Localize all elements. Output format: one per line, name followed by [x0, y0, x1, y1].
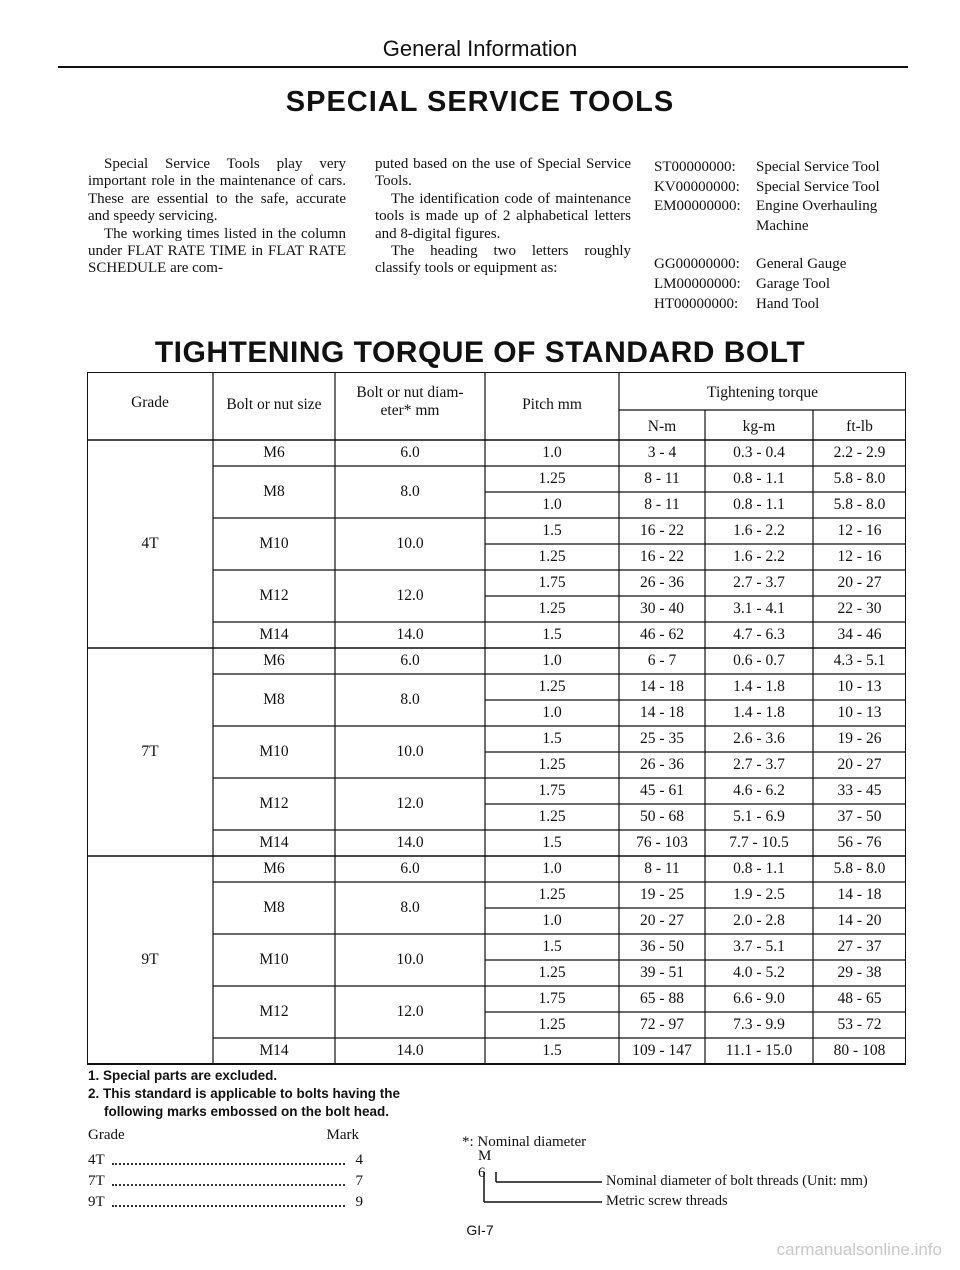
torque-ftlb-cell: 29 - 38 — [837, 964, 882, 981]
diameter-cell: 10.0 — [396, 951, 424, 968]
grade-mark-row — [88, 1150, 363, 1171]
torque-ftlb-cell: 37 - 50 — [837, 808, 882, 825]
header-grade: Grade — [131, 394, 169, 411]
torque-ftlb-cell: 5.8 - 8.0 — [833, 496, 886, 513]
pitch-cell: 1.75 — [538, 782, 566, 799]
torque-ftlb-cell: 2.2 - 2.9 — [833, 444, 886, 461]
header-diameter-line: Bolt or nut diam- — [356, 384, 464, 401]
intro-column-1 — [88, 156, 346, 278]
bolt-size-cell: M12 — [259, 1003, 289, 1020]
torque-kgm-cell: 7.7 - 10.5 — [729, 834, 789, 851]
intro-paragraph: Special Service Tools play very important role in the maintenance of cars. These are essential to the safe, accurate and speedy servicing. — [88, 156, 346, 225]
torque-kgm-cell: 2.0 - 2.8 — [733, 912, 785, 929]
grade-cell: 7T — [141, 743, 159, 760]
torque-nm-cell: 26 - 36 — [640, 574, 684, 591]
pitch-cell: 1.25 — [538, 1016, 566, 1033]
torque-nm-cell: 16 - 22 — [640, 548, 684, 565]
torque-nm-cell: 76 - 103 — [636, 834, 688, 851]
diameter-cell: 12.0 — [396, 1003, 424, 1020]
tool-code: KV00000000: — [654, 178, 740, 195]
torque-ftlb-cell: 20 - 27 — [837, 756, 882, 773]
pitch-cell: 1.0 — [542, 496, 562, 513]
torque-kgm-cell: 6.6 - 9.0 — [733, 990, 785, 1007]
page-number: GI-7 — [466, 1222, 494, 1238]
header-bolt-size: Bolt or nut size — [226, 396, 322, 413]
pitch-cell: 1.0 — [542, 860, 562, 877]
intro-paragraph: The heading two letters roughly classify tools or equipment as: — [375, 243, 631, 277]
bolt-size-cell: M8 — [263, 691, 285, 708]
section-header: General Information — [382, 36, 578, 61]
torque-ftlb-cell: 48 - 65 — [837, 990, 882, 1007]
torque-ftlb-cell: 27 - 37 — [837, 938, 882, 955]
mark-value: 7 — [355, 1173, 363, 1189]
torque-nm-cell: 8 - 11 — [644, 470, 680, 487]
torque-kgm-cell: 0.8 - 1.1 — [733, 496, 785, 513]
pitch-cell: 1.25 — [538, 964, 566, 981]
tool-code-desc: Engine Overhauling Machine — [756, 198, 878, 234]
pitch-cell: 1.75 — [538, 574, 566, 591]
table-notes — [88, 1067, 400, 1121]
nominal-diameter-note: *: Nominal diameter — [462, 1134, 587, 1150]
diameter-cell: 6.0 — [400, 652, 420, 669]
header-nm: N-m — [647, 418, 677, 435]
torque-ftlb-cell: 33 - 45 — [837, 782, 882, 799]
intro-paragraph: The working times listed in the column under FLAT RATE TIME in FLAT RATE SCHEDULE are com- — [88, 225, 346, 277]
torque-table-title: TIGHTENING TORQUE OF STANDARD BOLT — [154, 336, 806, 369]
torque-nm-cell: 65 - 88 — [640, 990, 684, 1007]
diameter-cell: 6.0 — [400, 860, 420, 877]
torque-nm-cell: 8 - 11 — [644, 860, 680, 877]
tool-code-list — [654, 158, 916, 314]
torque-kgm-cell: 2.7 - 3.7 — [733, 756, 785, 773]
tool-code-row — [654, 275, 916, 295]
bolt-size-cell: M14 — [259, 834, 289, 851]
bolt-size-cell: M14 — [259, 626, 289, 643]
torque-kgm-cell: 3.7 - 5.1 — [733, 938, 785, 955]
diameter-cell: 12.0 — [396, 587, 424, 604]
grade-mark-row — [88, 1171, 363, 1192]
pitch-cell: 1.0 — [542, 704, 562, 721]
torque-nm-cell: 25 - 35 — [640, 730, 684, 747]
designation-label-diameter: Nominal diameter of bolt threads (Unit: mm) — [606, 1173, 868, 1189]
header-diameter — [335, 384, 485, 420]
header-kgm: kg-m — [742, 418, 776, 435]
torque-kgm-cell: 11.1 - 15.0 — [725, 1042, 793, 1059]
tool-code: HT00000000: — [654, 295, 739, 312]
header-diameter-line: eter* mm — [380, 402, 440, 419]
tool-code-row — [654, 158, 916, 178]
torque-nm-cell: 16 - 22 — [640, 522, 684, 539]
torque-kgm-cell: 4.7 - 6.3 — [733, 626, 785, 643]
intro-paragraph: puted based on the use of Special Service Tools. — [375, 156, 631, 190]
mark-value: 4 — [355, 1152, 363, 1168]
torque-nm-cell: 6 - 7 — [647, 652, 677, 669]
torque-kgm-cell: 2.6 - 3.6 — [733, 730, 785, 747]
tool-code: EM00000000: — [654, 198, 741, 215]
intro-column-2 — [375, 156, 631, 278]
torque-ftlb-cell: 10 - 13 — [837, 678, 882, 695]
pitch-cell: 1.75 — [538, 990, 566, 1007]
bolt-size-cell: M6 — [263, 652, 285, 669]
pitch-cell: 1.5 — [542, 626, 562, 643]
watermark: carmanualsonline.info — [776, 1240, 942, 1259]
diameter-cell: 8.0 — [400, 691, 420, 708]
tool-code: LM00000000: — [654, 275, 741, 292]
tool-code-desc: Garage Tool — [756, 275, 831, 292]
pitch-cell: 1.0 — [542, 652, 562, 669]
mark-label: Mark — [326, 1127, 359, 1143]
tool-code: GG00000000: — [654, 256, 740, 273]
tool-code-desc: Special Service Tool — [756, 178, 880, 195]
diameter-cell: 6.0 — [400, 444, 420, 461]
torque-ftlb-cell: 53 - 72 — [837, 1016, 882, 1033]
torque-nm-cell: 20 - 27 — [640, 912, 684, 929]
header-rule — [58, 66, 908, 68]
bolt-size-cell: M14 — [259, 1042, 289, 1059]
torque-kgm-cell: 0.6 - 0.7 — [733, 652, 785, 669]
torque-ftlb-cell: 34 - 46 — [837, 626, 882, 643]
tool-code-row — [654, 295, 916, 315]
torque-nm-cell: 19 - 25 — [640, 886, 684, 903]
torque-ftlb-cell: 14 - 18 — [837, 886, 882, 903]
tool-code-row — [654, 197, 916, 236]
tool-code-row — [654, 178, 916, 198]
torque-kgm-cell: 5.1 - 6.9 — [733, 808, 785, 825]
bolt-size-cell: M8 — [263, 483, 285, 500]
designation-example: M 6 — [478, 1148, 492, 1181]
grade-mark-table — [88, 1125, 363, 1213]
grade-value: 9T — [88, 1194, 105, 1210]
pitch-cell: 1.5 — [542, 730, 562, 747]
torque-ftlb-cell: 4.3 - 5.1 — [833, 652, 886, 669]
bolt-size-cell: M10 — [259, 535, 289, 552]
note-2: 2. This standard is applicable to bolts having the — [88, 1086, 401, 1101]
grade-value: 4T — [88, 1152, 105, 1168]
diameter-cell: 14.0 — [396, 626, 424, 643]
intro-paragraph: The identification code of maintenance tools is made up of 2 alphabetical letters and 8-digital figures. — [375, 190, 631, 242]
tool-code-desc: Special Service Tool — [756, 159, 880, 175]
pitch-cell: 1.25 — [538, 808, 566, 825]
header-ftlb: ft-lb — [846, 418, 873, 435]
pitch-cell: 1.25 — [538, 678, 566, 695]
bolt-size-cell: M10 — [259, 951, 289, 968]
torque-nm-cell: 45 - 61 — [640, 782, 684, 799]
pitch-cell: 1.25 — [538, 600, 566, 617]
torque-nm-cell: 8 - 11 — [644, 496, 680, 513]
mark-value: 9 — [355, 1194, 363, 1210]
bolt-size-cell: M8 — [263, 899, 285, 916]
special-tools-title: SPECIAL SERVICE TOOLS — [285, 86, 675, 118]
grade-cell: 9T — [141, 951, 159, 968]
grade-mark-header — [88, 1125, 363, 1146]
torque-nm-cell: 30 - 40 — [640, 600, 684, 617]
bolt-size-cell: M12 — [259, 795, 289, 812]
diameter-cell: 8.0 — [400, 899, 420, 916]
torque-kgm-cell: 1.6 - 2.2 — [733, 522, 785, 539]
pitch-cell: 1.0 — [542, 444, 562, 461]
torque-ftlb-cell: 12 - 16 — [837, 548, 882, 565]
torque-kgm-cell: 0.8 - 1.1 — [733, 470, 785, 487]
torque-nm-cell: 72 - 97 — [640, 1016, 684, 1033]
torque-kgm-cell: 1.4 - 1.8 — [733, 704, 785, 721]
torque-kgm-cell: 4.6 - 6.2 — [733, 782, 785, 799]
pitch-cell: 1.25 — [538, 886, 566, 903]
bolt-size-cell: M6 — [263, 860, 285, 877]
torque-nm-cell: 36 - 50 — [640, 938, 684, 955]
torque-ftlb-cell: 56 - 76 — [837, 834, 882, 851]
note-1: 1. Special parts are excluded. — [88, 1068, 278, 1083]
bolt-size-cell: M6 — [263, 444, 285, 461]
torque-kgm-cell: 0.8 - 1.1 — [733, 860, 785, 877]
header-pitch: Pitch mm — [522, 396, 582, 413]
torque-nm-cell: 26 - 36 — [640, 756, 684, 773]
torque-nm-cell: 3 - 4 — [647, 444, 677, 461]
pitch-cell: 1.0 — [542, 912, 562, 929]
designation-label-thread: Metric screw threads — [606, 1193, 728, 1209]
bolt-size-cell: M10 — [259, 743, 289, 760]
bolt-size-cell: M12 — [259, 587, 289, 604]
torque-nm-cell: 14 - 18 — [640, 704, 684, 721]
tool-code-row — [654, 255, 916, 275]
torque-kgm-cell: 1.6 - 2.2 — [733, 548, 785, 565]
tool-code-desc: General Gauge — [756, 256, 847, 273]
pitch-cell: 1.25 — [538, 756, 566, 773]
torque-ftlb-cell: 5.8 - 8.0 — [833, 860, 886, 877]
header-torque: Tightening torque — [707, 384, 818, 401]
pitch-cell: 1.5 — [542, 1042, 562, 1059]
torque-ftlb-cell: 14 - 20 — [837, 912, 882, 929]
torque-nm-cell: 39 - 51 — [640, 964, 684, 981]
torque-kgm-cell: 2.7 - 3.7 — [733, 574, 785, 591]
torque-ftlb-cell: 5.8 - 8.0 — [833, 470, 886, 487]
torque-kgm-cell: 1.4 - 1.8 — [733, 678, 785, 695]
torque-nm-cell: 14 - 18 — [640, 678, 684, 695]
tool-code: ST00000000: — [654, 159, 736, 175]
torque-nm-cell: 46 - 62 — [640, 626, 684, 643]
grade-mark-row — [88, 1192, 363, 1213]
torque-nm-cell: 50 - 68 — [640, 808, 684, 825]
torque-kgm-cell: 0.3 - 0.4 — [733, 444, 785, 461]
diameter-cell: 10.0 — [396, 535, 424, 552]
torque-kgm-cell: 7.3 - 9.9 — [733, 1016, 785, 1033]
torque-kgm-cell: 1.9 - 2.5 — [733, 886, 785, 903]
pitch-cell: 1.5 — [542, 522, 562, 539]
diameter-cell: 14.0 — [396, 1042, 424, 1059]
torque-kgm-cell: 4.0 - 5.2 — [733, 964, 785, 981]
pitch-cell: 1.25 — [538, 548, 566, 565]
pitch-cell: 1.5 — [542, 834, 562, 851]
grade-value: 7T — [88, 1173, 105, 1189]
grade-label: Grade — [88, 1127, 125, 1143]
torque-ftlb-cell: 10 - 13 — [837, 704, 882, 721]
pitch-cell: 1.25 — [538, 470, 566, 487]
torque-ftlb-cell: 80 - 108 — [833, 1042, 886, 1059]
torque-ftlb-cell: 20 - 27 — [837, 574, 882, 591]
diameter-cell: 10.0 — [396, 743, 424, 760]
torque-nm-cell: 109 - 147 — [632, 1042, 692, 1059]
note-2-continued: following marks embossed on the bolt head. — [104, 1104, 390, 1119]
diameter-cell: 12.0 — [396, 795, 424, 812]
torque-table — [87, 372, 906, 1060]
pitch-cell: 1.5 — [542, 938, 562, 955]
torque-ftlb-cell: 19 - 26 — [837, 730, 882, 747]
torque-ftlb-cell: 22 - 30 — [837, 600, 882, 617]
diameter-cell: 14.0 — [396, 834, 424, 851]
tool-code-desc: Hand Tool — [756, 295, 820, 312]
torque-kgm-cell: 3.1 - 4.1 — [733, 600, 785, 617]
torque-ftlb-cell: 12 - 16 — [837, 522, 882, 539]
diameter-cell: 8.0 — [400, 483, 420, 500]
grade-cell: 4T — [141, 535, 159, 552]
